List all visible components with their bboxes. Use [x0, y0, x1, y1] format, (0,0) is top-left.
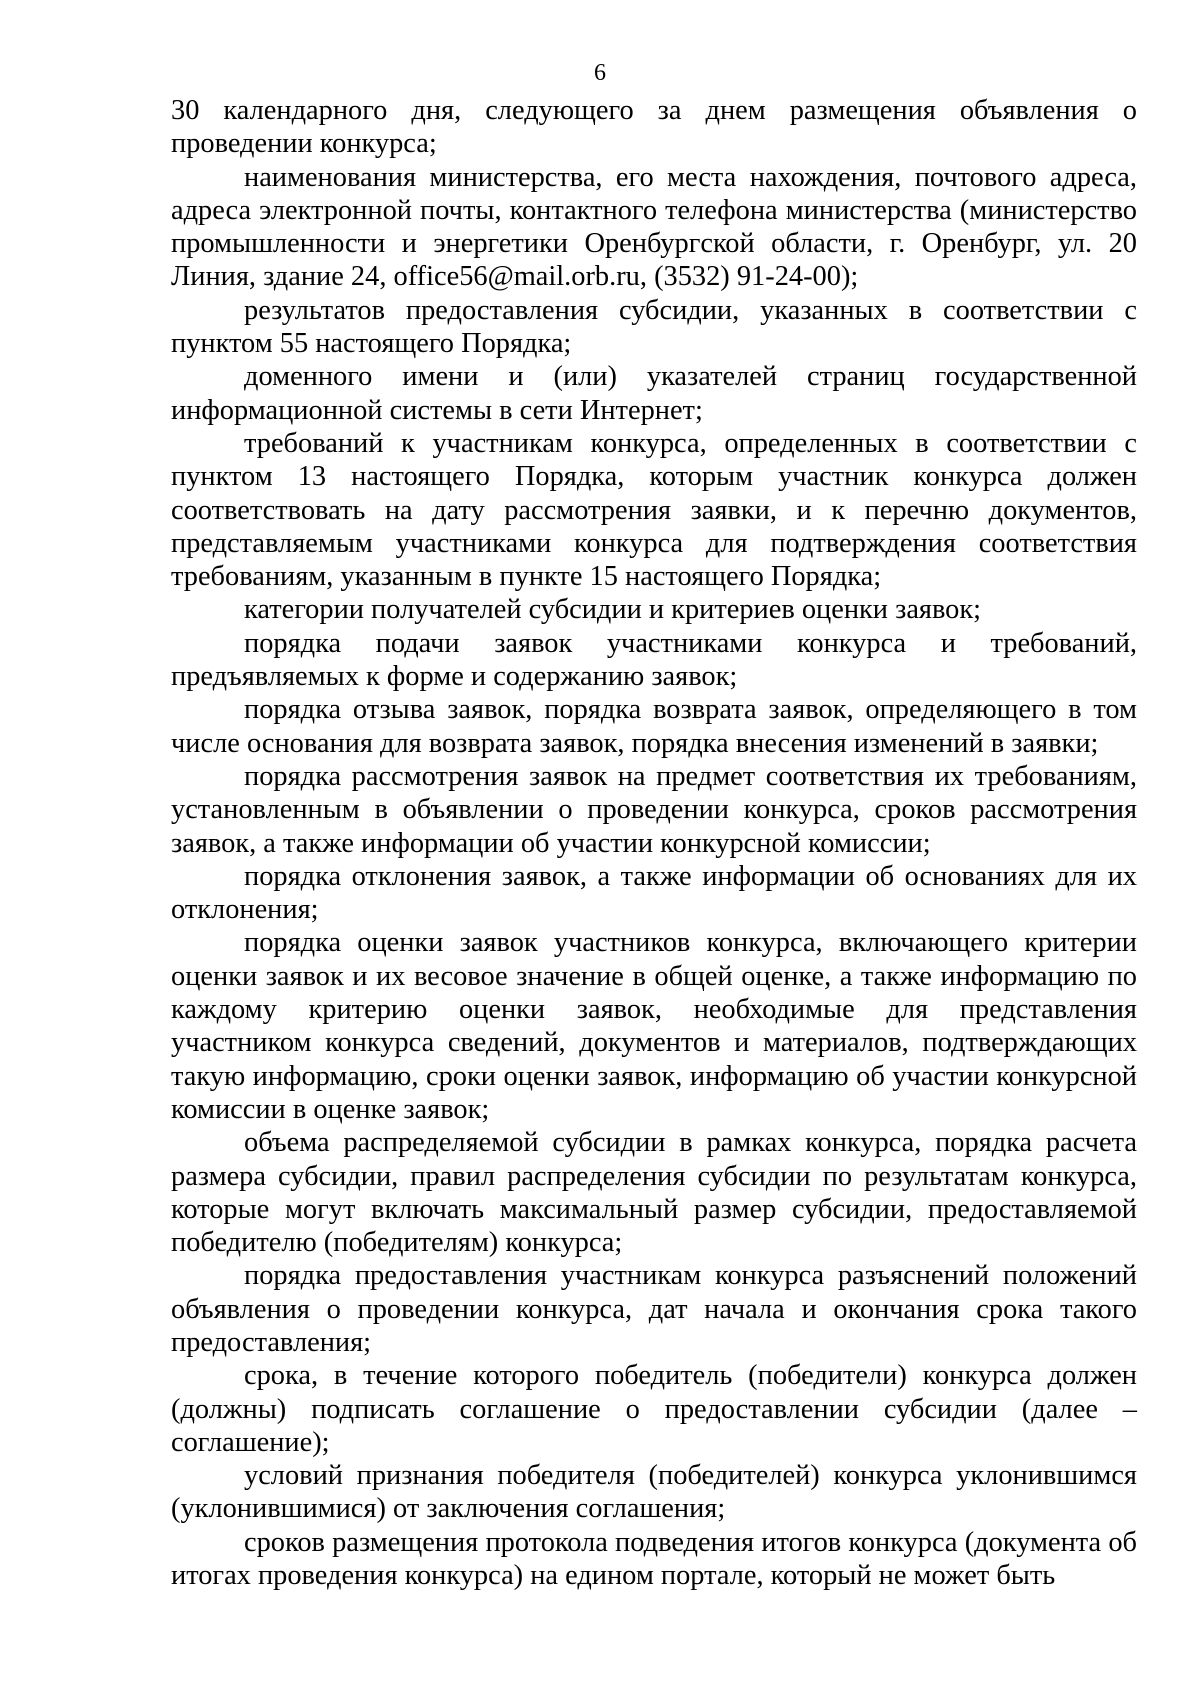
document-body: [171, 94, 1137, 1592]
paragraph: доменного имени и (или) указателей страниц государственной информационной системы в сети Интернет;: [171, 361, 1137, 426]
paragraph: порядка отзыва заявок, порядка возврата заявок, определяющего в том числе основания для возврата заявок, порядка внесения изменений в заявки;: [171, 694, 1137, 759]
paragraph: порядка рассмотрения заявок на предмет соответствия их требованиям, установленным в объявлении о проведении конкурса, сроков рассмотрения заявок, а также информации об участии конкурсной комиссии;: [171, 760, 1137, 859]
page-number: 6: [594, 60, 606, 86]
paragraph: результатов предоставления субсидии, указанных в соответствии с пунктом 55 настоящего Порядка;: [171, 294, 1137, 360]
paragraph: объема распределяемой субсидии в рамках конкурса, порядка расчета размера субсидии, правил распределения субсидии по результатам конкурса, которые могут включать максимальный размер субсидии, предоставляемой победителю (победителям) конкурса;: [171, 1127, 1137, 1259]
paragraph: порядка подачи заявок участниками конкурса и требований, предъявляемых к форме и содержанию заявок;: [171, 627, 1137, 693]
paragraph: срока, в течение которого победитель (победители) конкурса должен (должны) подписать соглашение о предоставлении субсидии (далее – соглашение);: [171, 1360, 1137, 1458]
paragraph: порядка оценки заявок участников конкурса, включающего критерии оценки заявок и их весовое значение в общей оценке, а также информацию по каждому критерию оценки заявок, необходимые для представления участником конкурса сведений, документов и материалов, подтверждающих такую информацию, сроки оценки заявок, информацию об участии конкурсной комиссии в оценке заявок;: [171, 927, 1137, 1125]
paragraph: порядка предоставления участникам конкурса разъяснений положений объявления о проведении конкурса, дат начала и окончания срока такого предоставления;: [171, 1260, 1137, 1358]
paragraph: категории получателей субсидии и критериев оценки заявок;: [244, 594, 982, 626]
paragraph: требований к участникам конкурса, определенных в соответствии с пунктом 13 настоящего Порядка, которым участник конкурса должен соответствовать на дату рассмотрения заявки, и к перечню документов, представляемым участниками конкурса для подтверждения соответствия требованиям, указанным в пункте 15 настоящего Порядка;: [171, 427, 1137, 593]
paragraph: 30 календарного дня, следующего за днем размещения объявления о проведении конкурса;: [171, 95, 1137, 160]
paragraph: наименования министерства, его места нахождения, почтового адреса, адреса электронной почты, контактного телефона министерства (министерство промышленности и энергетики Оренбургской области, г. Оренбург, ул. 20 Линия, здание 24, office56@mail.orb.ru, (3532) 91-24-00);: [171, 161, 1137, 293]
paragraph: условий признания победителя (победителей) конкурса уклонившимся (уклонившимися) от заключения соглашения;: [171, 1460, 1137, 1525]
paragraph: порядка отклонения заявок, а также информации об основаниях для их отклонения;: [171, 860, 1137, 926]
paragraph: сроков размещения протокола подведения итогов конкурса (документа об итогах проведения конкурса) на едином портале, который не может быть: [171, 1526, 1137, 1592]
